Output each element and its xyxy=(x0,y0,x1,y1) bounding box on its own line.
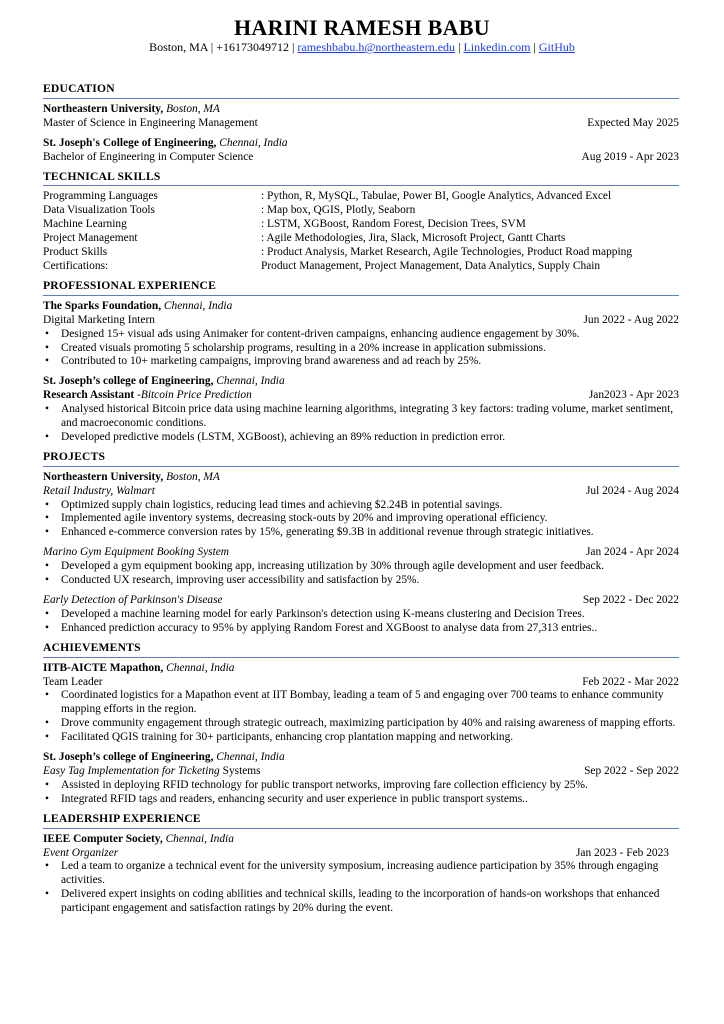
bullet-item: • Analysed historical Bitcoin price data using machine learning algorithms, integrating 3 key factors: trading volume, market sentiment, and macroeconomic conditions. xyxy=(61,403,679,431)
skill-list: Product Management, Project Management, Data Analytics, Supply Chain xyxy=(261,259,601,272)
bullet-item: • Enhanced e-commerce conversion rates by 15%, generating $9.3B in additional revenue through strategic initiatives. xyxy=(61,526,679,540)
email-link[interactable]: rameshbabu.h@northeastern.edu xyxy=(297,40,456,54)
role: Event Organizer xyxy=(43,846,119,859)
location-phone: Boston, MA | +16173049712 | xyxy=(149,40,298,54)
organization-location: Chennai, India xyxy=(165,832,234,845)
skill-category: Data Visualization Tools xyxy=(43,204,155,217)
date: Aug 2019 - Apr 2023 xyxy=(581,150,679,163)
date: Jan 2023 - Feb 2023 xyxy=(575,846,669,859)
date: Feb 2022 - Mar 2022 xyxy=(582,675,679,688)
role: Easy Tag Implementation for Ticketing xyxy=(43,764,220,777)
job-subtitle: -Bitcoin Price Prediction xyxy=(134,389,252,402)
bullet-item: • Implemented agile inventory systems, decreasing stock-outs by 20% and improving operational efficiency. xyxy=(61,512,679,526)
project-name: Marino Gym Equipment Booking System xyxy=(43,546,230,559)
bullet-item: • Optimized supply chain logistics, reducing lead times and achieving $2.24B in potential savings. xyxy=(61,499,679,513)
education-entry xyxy=(43,137,679,165)
skills-table xyxy=(43,190,679,273)
date: Expected May 2025 xyxy=(587,116,679,129)
experience-entry xyxy=(43,375,679,445)
bullet-list xyxy=(43,689,679,745)
role-suffix: Systems xyxy=(219,764,261,777)
skill-list: : Map box, QGIS, Plotly, Seaborn xyxy=(261,204,416,217)
bullet-item: • Conducted UX research, improving user accessibility and satisfaction by 25%. xyxy=(61,574,679,588)
contact-line xyxy=(0,40,724,55)
bullet-item: • Contributed to 10+ marketing campaigns, improving brand awareness and ad reach by 25%. xyxy=(61,355,679,369)
achievement-entry xyxy=(43,662,679,745)
bullet-list xyxy=(43,499,679,541)
leadership-entry xyxy=(43,833,679,916)
project-institution: Northeastern University, xyxy=(43,470,164,483)
event-location: Chennai, India xyxy=(166,661,235,674)
bullet-list xyxy=(43,779,679,807)
company-location: Chennai, India xyxy=(216,375,285,388)
bullet-item: • Developed predictive models (LSTM, XGBoost), achieving an 89% reduction in prediction error. xyxy=(61,431,679,445)
section-title-experience: PROFESSIONAL EXPERIENCE xyxy=(43,279,679,296)
skill-category: Programming Languages xyxy=(43,190,158,203)
bullet-list xyxy=(43,608,679,636)
bullet-item: • Created visuals promoting 5 scholarship programs, resulting in a 20% increase in application submissions. xyxy=(61,342,679,356)
event-location: Chennai, India xyxy=(216,751,285,764)
bullet-item: • Developed a machine learning model for early Parkinson's detection using K-means clustering and Decision Trees. xyxy=(61,608,679,622)
bullet-list xyxy=(43,328,679,370)
skill-list: : Product Analysis, Market Research, Agile Technologies, Product Road mapping xyxy=(261,246,633,259)
achievement-entry xyxy=(43,751,679,807)
role: Team Leader xyxy=(43,675,103,688)
degree: Bachelor of Engineering in Computer Science xyxy=(43,150,254,163)
bullet-item: • Coordinated logistics for a Mapathon event at IIT Bombay, leading a team of 5 and engaging over 700 teams to enhance community mapping efforts in the region. xyxy=(61,689,679,717)
project-entry xyxy=(43,594,679,636)
bullet-item: • Developed a gym equipment booking app, increasing utilization by 30% through agile development and user feedback. xyxy=(61,560,679,574)
section-title-skills: TECHNICAL SKILLS xyxy=(43,170,679,187)
separator: | xyxy=(530,40,539,54)
project-name: Retail Industry, Walmart xyxy=(43,484,155,497)
company-name: St. Joseph’s college of Engineering, xyxy=(43,375,214,388)
job-title: Digital Marketing Intern xyxy=(43,313,155,326)
candidate-name: HARINI RAMESH BABU xyxy=(234,15,490,40)
bullet-item: • Enhanced prediction accuracy to 95% by applying Random Forest and XGBoost to analyse data from 27,313 entries.. xyxy=(61,622,679,636)
event-name: IITB-AICTE Mapathon, xyxy=(43,661,164,674)
date: Jun 2022 - Aug 2022 xyxy=(583,313,679,326)
skill-list: : LSTM, XGBoost, Random Forest, Decision Trees, SVM xyxy=(261,218,526,231)
github-link[interactable]: GitHub xyxy=(538,40,575,54)
skill-list: : Agile Methodologies, Jira, Slack, Microsoft Project, Gantt Charts xyxy=(261,232,566,245)
section-title-projects: PROJECTS xyxy=(43,450,679,467)
date: Sep 2022 - Sep 2022 xyxy=(584,764,679,777)
bullet-item: • Led a team to organize a technical event for the university symposium, increasing audience participation by 35% through engaging activities. xyxy=(61,860,661,888)
bullet-item: • Designed 15+ visual ads using Animaker for content-driven campaigns, enhancing audience engagement by 30%. xyxy=(61,328,679,342)
bullet-list xyxy=(43,560,679,588)
company-location: Chennai, India xyxy=(163,299,233,312)
institution xyxy=(43,103,679,117)
skill-category: Certifications: xyxy=(43,259,109,272)
section-title-achievements: ACHIEVEMENTS xyxy=(43,641,679,658)
bullet-item: • Delivered expert insights on coding abilities and technical skills, leading to the incorporation of hands-on workshops that enhanced participant engagement and satisfaction ratings by 20% during the event. xyxy=(61,888,661,916)
separator: | xyxy=(455,40,464,54)
date: Sep 2022 - Dec 2022 xyxy=(582,594,679,606)
section-title-leadership: LEADERSHIP EXPERIENCE xyxy=(43,812,679,829)
education-entry xyxy=(43,103,679,131)
date: Jul 2024 - Aug 2024 xyxy=(585,484,679,497)
job-title: Research Assistant xyxy=(43,389,135,402)
skill-category: Product Skills xyxy=(43,246,108,259)
institution-location: Boston, MA xyxy=(166,102,220,115)
project-entry xyxy=(43,485,679,541)
company-name: The Sparks Foundation, xyxy=(43,299,162,312)
linkedin-link[interactable]: Linkedin.com xyxy=(463,40,531,54)
bullet-item: • Integrated RFID tags and readers, enhancing security and user experience in public transport systems.. xyxy=(61,793,679,807)
section-title-education: EDUCATION xyxy=(43,82,679,99)
resume-body xyxy=(43,82,679,916)
bullet-item: • Drove community engagement through strategic outreach, maximizing participation by 40% and raising awareness of mapping efforts. xyxy=(61,717,679,731)
skill-category: Project Management xyxy=(43,232,138,245)
date: Jan2023 - Apr 2023 xyxy=(588,389,679,402)
institution-name: St. Joseph's College of Engineering, xyxy=(43,136,217,149)
event-name: St. Joseph’s college of Engineering, xyxy=(43,751,214,764)
institution-name: Northeastern University, xyxy=(43,102,164,115)
project-location: Boston, MA xyxy=(166,470,220,483)
bullet-list xyxy=(43,403,679,445)
bullet-list xyxy=(43,860,661,916)
date: Jan 2024 - Apr 2024 xyxy=(585,546,679,559)
institution-location: Chennai, India xyxy=(219,136,288,149)
project-entry xyxy=(43,546,679,588)
project-name: Early Detection of Parkinson's Disease xyxy=(43,594,223,606)
bullet-item: • Assisted in deploying RFID technology for public transport networks, improving fare collection efficiency by 25%. xyxy=(61,779,679,793)
bullet-item: • Facilitated QGIS training for 30+ participants, enhancing crop plantation mapping and networking. xyxy=(61,731,679,745)
degree: Master of Science in Engineering Management xyxy=(43,116,258,129)
skill-category: Machine Learning xyxy=(43,218,127,231)
organization-name: IEEE Computer Society, xyxy=(43,832,163,845)
experience-entry xyxy=(43,300,679,370)
institution xyxy=(43,137,679,151)
skill-list: : Python, R, MySQL, Tabulae, Power BI, Google Analytics, Advanced Excel xyxy=(261,190,612,203)
